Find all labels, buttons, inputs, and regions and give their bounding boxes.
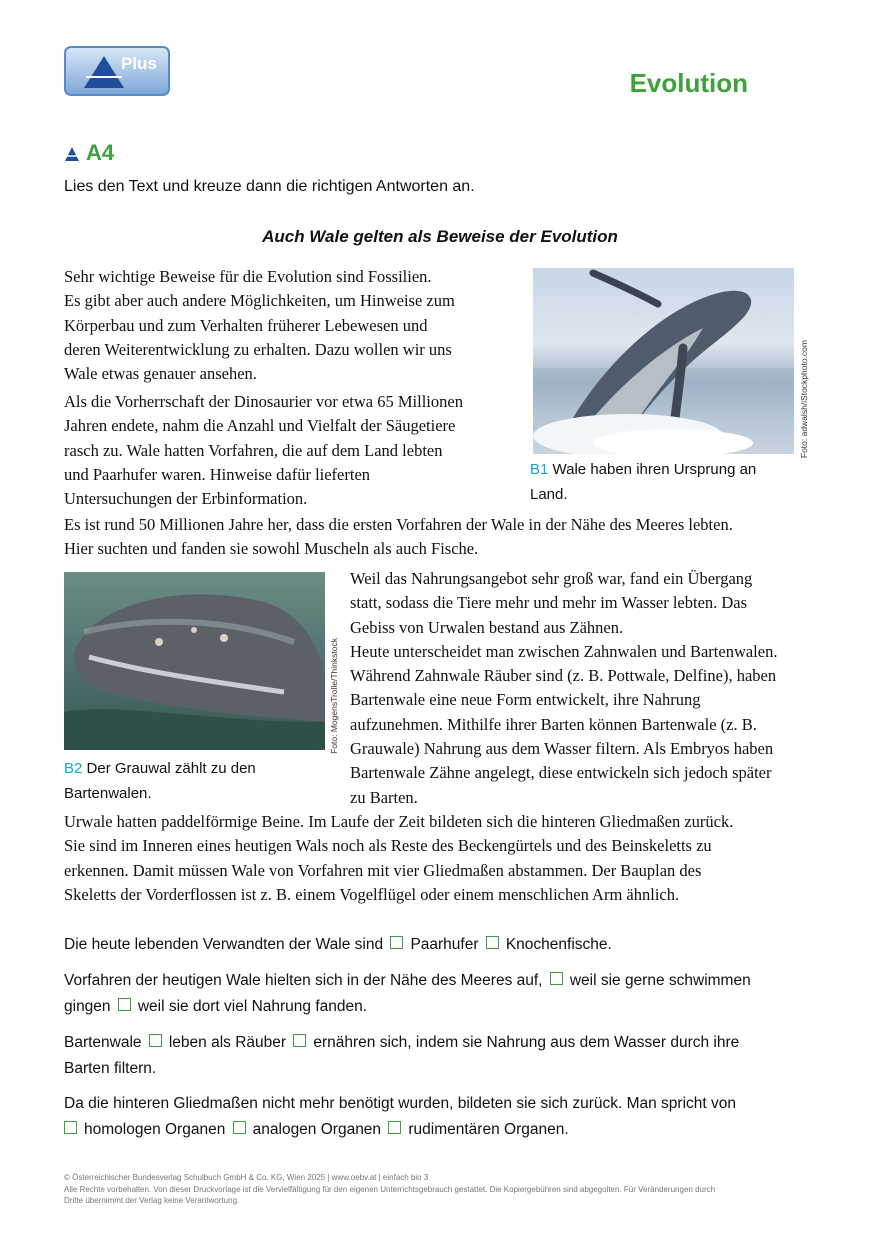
page-title: Evolution [629, 68, 748, 98]
task-number: A4 [86, 140, 115, 165]
footer-line-2: Alle Rechte vorbehalten. Von dieser Druckvorlage ist die Vervielfältigung für den eigenen Unterrichtsgebrauch gestattet. Die Kopiergebühren sind abgegolten. Für Veränderungen durch [64, 1184, 716, 1194]
checkbox-raeuber[interactable] [149, 1034, 162, 1047]
option-filtern-cont: Barten filtern. [64, 1060, 157, 1077]
figure-label-b2: B2 [64, 760, 83, 777]
plus-logo [64, 46, 170, 96]
question-3 [64, 1030, 739, 1082]
checkbox-analog[interactable] [233, 1121, 246, 1134]
paragraph-5: Urwale hatten paddelförmige Beine. Im Laufe der Zeit bildeten sich die hinteren Gliedmaßen zurück. Sie sind im Inneren eines heutigen Wals noch als Reste des Beckengürtels und des Beinskeletts zu erkennen. Damit müssen Wale von Vorfahren mit vier Gliedmaßen abstammen. Der Bauplan des Skeletts der Vorderflossen ist z. B. einem Vogelflügel oder einem menschlichen Arm ähnlich. [64, 812, 734, 904]
task-instruction: Lies den Text und kreuze dann die richtigen Antworten an. [64, 178, 475, 195]
option-schwimmen: weil sie gerne schwimmen [569, 972, 751, 989]
checkbox-filtern[interactable] [293, 1034, 306, 1047]
option-rudimentaer: rudimentären Organen. [408, 1121, 569, 1138]
question-3-text: Bartenwale [64, 1034, 142, 1051]
photo-credit-b2: Foto: MogensTrolle/Thinkstock [329, 638, 339, 754]
option-knochenfische: Knochenfische. [505, 936, 612, 953]
gray-whale-photo [64, 572, 325, 750]
gray-whale-illustration [64, 572, 325, 750]
checkbox-rudimentaer[interactable] [388, 1121, 401, 1134]
question-1-text: Die heute lebenden Verwandten der Wale sind [64, 936, 384, 953]
task-label [64, 140, 114, 166]
triangle-icon [64, 146, 80, 162]
question-2-text: Vorfahren der heutigen Wale hielten sich in der Nähe des Meeres auf, [64, 972, 543, 989]
caption-b2-line2: Bartenwalen. [64, 785, 152, 802]
checkbox-paarhufer[interactable] [390, 936, 403, 949]
whale-breach-illustration [533, 268, 794, 454]
caption-b1-line2: Land. [530, 486, 568, 503]
article-heading: Auch Wale gelten als Beweise der Evolution [262, 227, 618, 246]
footer-line-1: © Österreichischer Bundesverlag Schulbuch GmbH & Co. KG, Wien 2025 | www.oebv.at | einfach bio 3 [64, 1173, 429, 1182]
caption-b1-line1: Wale haben ihren Ursprung an [552, 461, 757, 478]
paragraph-3: Es ist rund 50 Millionen Jahre her, dass die ersten Vorfahren der Wale in der Nähe des Meeres lebten. Hier suchten und fanden sie sowohl Muscheln als auch Fische. [64, 515, 733, 559]
question-2 [64, 968, 751, 1020]
humpback-whale-photo [533, 268, 794, 454]
checkbox-knochenfische[interactable] [486, 936, 499, 949]
paragraph-4: Weil das Nahrungsangebot sehr groß war, fand ein Übergang statt, sodass die Tiere mehr und mehr im Wasser lebten. Das Gebiss von Urwalen bestand aus Zähnen. Heute unterscheidet man zwischen Zahnwalen und Bartenwalen. Während Zahnwale Räuber sind (z. B. Pottwale, Delfine), haben Bartenwale eine neue Form entwickelt, ihre Nahrung aufzunehmen. Mithilfe ihrer Barten können Bartenwale (z. B. Grauwale) Nahrung aus dem Wasser filtern. Als Embryos haben Bartenwale Zähne angelegt, diese entwickeln sich jedoch später zu Barten. [350, 569, 778, 807]
option-filtern: ernähren sich, indem sie Nahrung aus dem Wasser durch ihre [313, 1034, 740, 1051]
option-schwimmen-cont: gingen [64, 998, 111, 1015]
paragraph-1: Sehr wichtige Beweise für die Evolution sind Fossilien. Es gibt aber auch andere Möglichkeiten, um Hinweise zum Körperbau und zum Verhalten früherer Lebewesen und deren Weiterentwicklung zu erhalten. Dazu wollen wir uns Wale etwas genauer ansehen. [64, 267, 455, 384]
option-analog: analogen Organen [252, 1121, 382, 1138]
checkbox-schwimmen[interactable] [550, 972, 563, 985]
figure-caption-b1 [530, 457, 756, 507]
option-raeuber: leben als Räuber [168, 1034, 287, 1051]
footer-line-3: Dritte übernimmt der Verlag keine Verantwortung. [64, 1196, 240, 1205]
logo-text: Plus [121, 54, 157, 73]
copyright-footer [64, 1172, 804, 1207]
checkbox-nahrung[interactable] [118, 998, 131, 1011]
triangle-logo-icon [82, 54, 126, 90]
paragraph-2: Als die Vorherrschaft der Dinosaurier vor etwa 65 Millionen Jahren endete, nahm die Anzahl und Vielfalt der Säugetiere rasch zu. Wale hatten Vorfahren, die auf dem Land lebten und Paarhufer waren. Hinweise dafür lieferten Untersuchungen der Erbinformation. [64, 392, 463, 509]
question-1 [64, 932, 612, 958]
option-nahrung: weil sie dort viel Nahrung fanden. [137, 998, 368, 1015]
option-paarhufer: Paarhufer [410, 936, 479, 953]
checkbox-homolog[interactable] [64, 1121, 77, 1134]
question-4 [64, 1091, 736, 1143]
figure-caption-b2 [64, 756, 256, 806]
figure-label-b1: B1 [530, 461, 549, 478]
question-4-text: Da die hinteren Gliedmaßen nicht mehr benötigt wurden, bildeten sie sich zurück. Man spricht von [64, 1095, 737, 1112]
caption-b2-line1: Der Grauwal zählt zu den [86, 760, 256, 777]
option-homolog: homologen Organen [84, 1121, 226, 1138]
photo-credit-b1: Foto: adwalsh/iStockphoto.com [799, 340, 809, 459]
